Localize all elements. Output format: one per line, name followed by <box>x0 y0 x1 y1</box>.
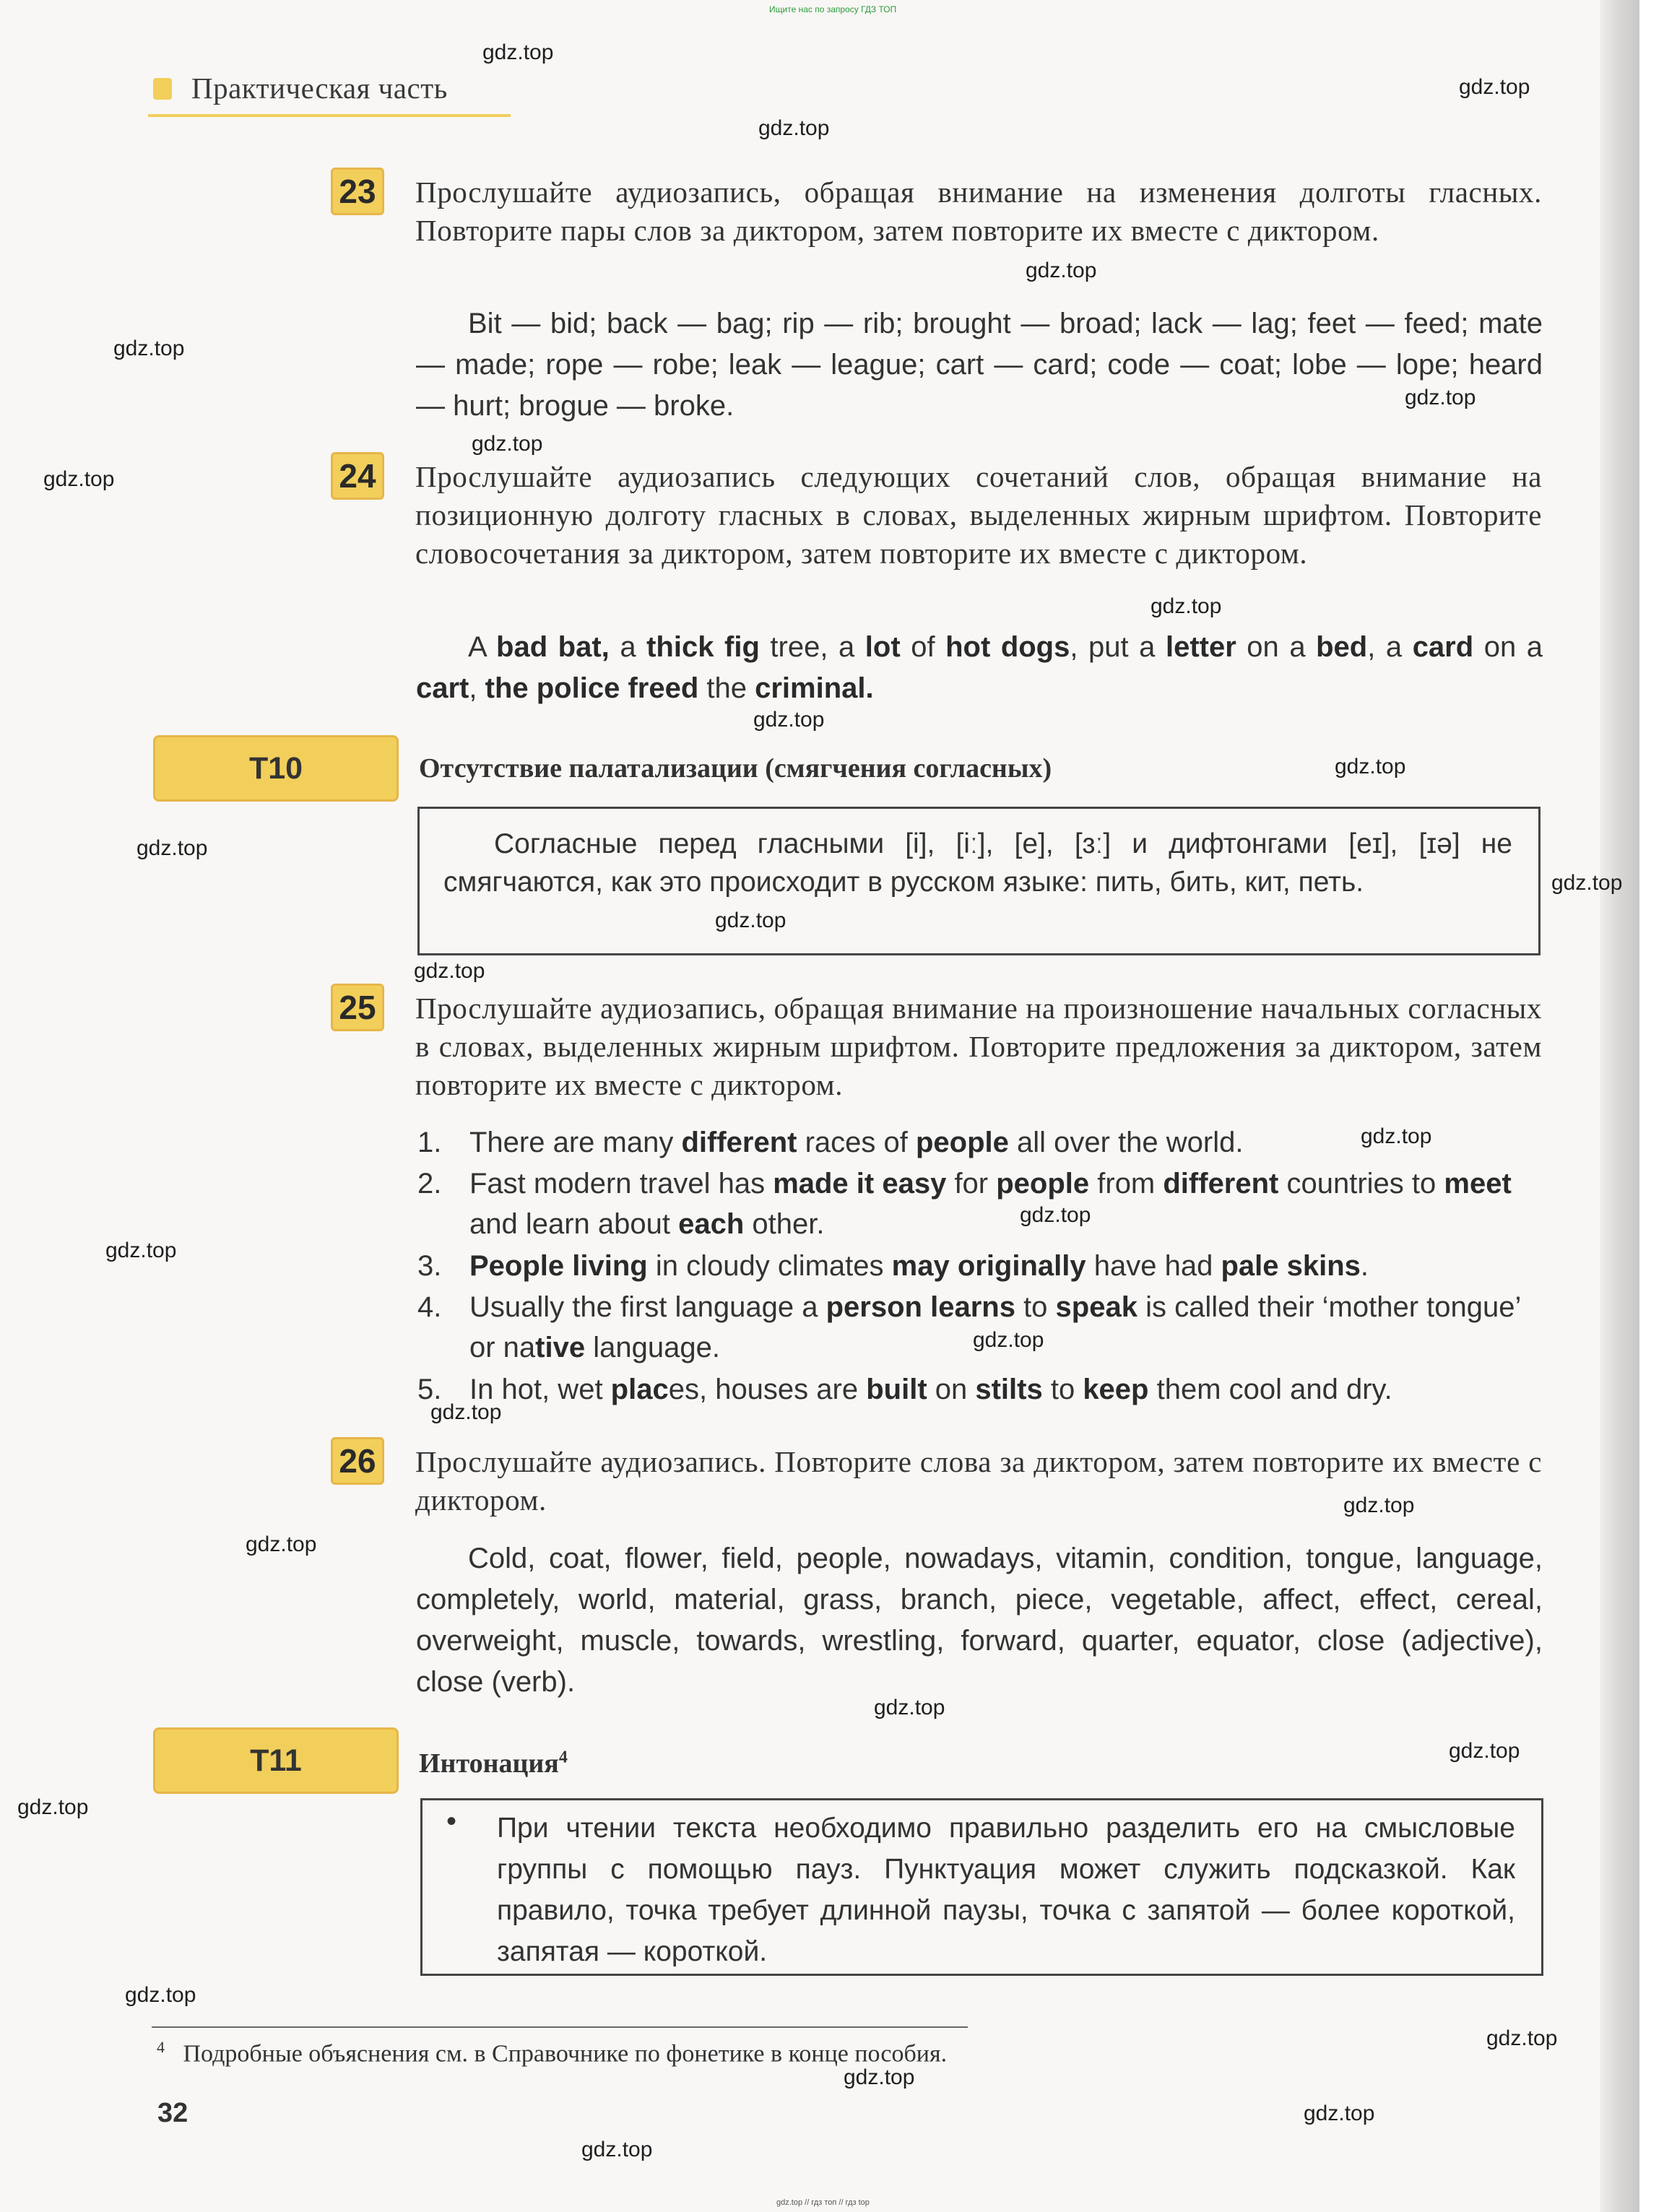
sentence-bold: plac <box>610 1374 669 1405</box>
watermark: gdz.top <box>753 708 825 732</box>
watermark: gdz.top <box>874 1696 945 1719</box>
sentence-bold: people <box>996 1168 1090 1200</box>
sentence-text: es, houses are <box>668 1374 867 1405</box>
list-item-number: 4. <box>417 1291 442 1323</box>
phrase-bold: bed <box>1316 631 1368 663</box>
watermark: gdz.top <box>136 836 208 860</box>
exercise-number-25: 25 <box>331 984 384 1031</box>
sentence-bold: built <box>866 1374 927 1405</box>
exercise-23-instruction: Прослушайте аудиозапись, обращая внимание на изменения долготы гласных. Повторите пары слов за диктором, затем повторите их вместе с диктором. <box>415 175 1542 247</box>
footnote-text: Подробные объяснения см. в Справочнике по фонетике в конце пособия. <box>183 2040 948 2068</box>
phrase-text: on a <box>1236 631 1317 663</box>
sentence-bold: may originally <box>891 1250 1086 1282</box>
page-number: 32 <box>157 2098 188 2128</box>
list-item-text <box>469 1369 1546 1410</box>
rule-box-t10-text: Согласные перед гласными [i], [iː], [e], [ɜː] и дифтонгами [eɪ], [ɪə] не смягчаются, как это происходит в русском языке: пить, бить, кит, петь. <box>443 828 1512 898</box>
watermark: gdz.top <box>1020 1203 1091 1227</box>
section-underline <box>148 114 511 117</box>
sentence-bold: each <box>678 1208 745 1240</box>
exercise-number-23: 23 <box>331 168 384 215</box>
phrase-bold: cart <box>416 672 469 704</box>
sentence-bold: meet <box>1444 1168 1512 1200</box>
sentence-text: is called their ‘mother tongue’ or na <box>469 1291 1520 1363</box>
phrase-text: of <box>900 631 946 663</box>
topic-heading-t10: Отсутствие палатализации (смягчения согласных) <box>419 753 1052 784</box>
exercise-26-words: Cold, coat, flower, field, people, nowadays, vitamin, condition, tongue, language, completely, world, material, grass, branch, piece, vegetable, affect, effect, cereal, overweight, muscle, towards, wrestling, forward, quarter, equator, close (adjective), close (verb). <box>416 1543 1543 1698</box>
watermark: gdz.top <box>1335 755 1406 778</box>
watermark: gdz.top <box>414 959 485 983</box>
page-margin <box>1639 0 1677 2212</box>
sentence-bold: people <box>915 1127 1009 1158</box>
exercise-number-24: 24 <box>331 452 384 500</box>
exercise-26-instruction: Прослушайте аудиозапись. Повторите слова за диктором, затем повторите их вместе с диктором. <box>415 1445 1542 1517</box>
sentence-bold: People living <box>469 1250 648 1282</box>
phrase-bold: bad bat, <box>496 631 610 663</box>
sentence-bold: different <box>1163 1168 1279 1200</box>
watermark: gdz.top <box>1026 259 1097 282</box>
sentence-text: from <box>1089 1168 1164 1200</box>
topic-heading-t11 <box>419 1748 568 1779</box>
phrase-bold: thick fig <box>646 631 760 663</box>
bottom-note: gdz.top // гдз топ // гдз top <box>776 2198 870 2207</box>
sentence-bold: different <box>681 1127 797 1158</box>
exercise-23-words: Bit — bid; back — bag; rip — rib; brought — broad; lack — lag; feet — feed; mate — made; rope — robe; leak — league; cart — card; code — coat; lobe — lope; heard — hurt; brogue — broke. <box>416 308 1543 422</box>
footnote-ref: 4 <box>558 1748 568 1767</box>
phrase-text: tree, a <box>759 631 865 663</box>
topic-heading-t11-text: Интонация <box>419 1748 559 1779</box>
sentence-text: have had <box>1086 1250 1221 1282</box>
exercise-number-26: 26 <box>331 1437 384 1485</box>
phrase-text: the <box>698 672 755 704</box>
section-marker-icon <box>153 78 172 100</box>
watermark: gdz.top <box>125 1983 196 2007</box>
phrase-bold: the police freed <box>485 672 699 704</box>
sentence-text: countries to <box>1278 1168 1444 1200</box>
phrase-bold: card <box>1412 631 1474 663</box>
watermark: gdz.top <box>715 908 786 932</box>
sentence-bold: made it easy <box>773 1168 947 1200</box>
phrase-bold: hot dogs <box>945 631 1070 663</box>
sentence-text: them cool and dry. <box>1148 1374 1392 1405</box>
watermark: gdz.top <box>246 1532 317 1556</box>
rule-box-t11-text: При чтении текста необходимо правильно разделить его на смысловые группы с помощью пауз. Пунктуация может служить подсказкой. Как правило, точка требует длинной паузы, точка с запятой — более короткой, запятая — короткой. <box>497 1813 1515 1967</box>
list-item-text <box>469 1246 1546 1286</box>
footnote-divider <box>152 2026 968 2028</box>
sentence-text: . <box>1360 1250 1369 1282</box>
exercise-25-instruction: Прослушайте аудиозапись, обращая внимание на произношение начальных согласных в словах, выделенных жирным шрифтом. Повторите предложения за диктором, затем повторите их вместе с диктором. <box>415 992 1542 1101</box>
watermark: gdz.top <box>113 337 185 360</box>
phrase-bold: letter <box>1165 631 1236 663</box>
sentence-text: all over the world. <box>1008 1127 1244 1158</box>
sentence-bold: tive <box>535 1332 586 1363</box>
phrase-bold: lot <box>864 631 901 663</box>
list-item-number: 3. <box>417 1250 442 1282</box>
sentence-text: language. <box>585 1332 720 1363</box>
phrase-text: a <box>609 631 647 663</box>
watermark: gdz.top <box>581 2138 653 2161</box>
watermark: gdz.top <box>472 432 543 456</box>
phrase-text: , a <box>1367 631 1413 663</box>
watermark: gdz.top <box>430 1400 502 1424</box>
sentence-bold: stilts <box>975 1374 1043 1405</box>
watermark: gdz.top <box>1449 1739 1520 1763</box>
watermark: gdz.top <box>844 2065 915 2089</box>
page-binding-shadow <box>1600 0 1639 2212</box>
list-item-text <box>469 1287 1546 1368</box>
sentence-text: to <box>1015 1291 1056 1323</box>
list-item-number: 1. <box>417 1127 442 1158</box>
section-title: Практическая часть <box>191 71 448 105</box>
footnote <box>157 2038 947 2068</box>
watermark: gdz.top <box>973 1328 1044 1352</box>
watermark: gdz.top <box>1551 871 1623 895</box>
sentence-bold: keep <box>1083 1374 1149 1405</box>
list-item-number: 2. <box>417 1168 442 1200</box>
watermark: gdz.top <box>1361 1124 1432 1148</box>
sentence-text: In hot, wet <box>469 1374 611 1405</box>
bullet-icon: • <box>446 1805 457 1837</box>
sentence-text: for <box>946 1168 997 1200</box>
sentence-text: on <box>927 1374 976 1405</box>
phrase-text: , <box>469 672 485 704</box>
sentence-bold: speak <box>1055 1291 1138 1323</box>
list-item-number: 5. <box>417 1374 442 1405</box>
topic-badge-t11: T11 <box>153 1727 399 1794</box>
sentence-bold: person learns <box>826 1291 1015 1323</box>
watermark: gdz.top <box>17 1795 89 1819</box>
phrase-text: on a <box>1473 631 1543 663</box>
sentence-text: Usually the first language a <box>469 1291 826 1323</box>
sentence-text: There are many <box>469 1127 682 1158</box>
sentence-text: races of <box>797 1127 916 1158</box>
exercise-24-instruction: Прослушайте аудиозапись следующих сочетаний слов, обращая внимание на позиционную долготу гласных в словах, выделенных жирным шрифтом. Повторите словосочетания за диктором, затем повторите их вместе с диктором. <box>415 460 1542 570</box>
top-note: Ищите нас по запросу ГДЗ ТОП <box>769 4 897 14</box>
watermark: gdz.top <box>1150 594 1222 618</box>
phrase-bold: criminal. <box>755 672 874 704</box>
watermark: gdz.top <box>758 116 830 140</box>
phrase-text: , put a <box>1070 631 1166 663</box>
watermark: gdz.top <box>1343 1493 1415 1517</box>
exercise-24-phrases <box>416 627 1543 709</box>
footnote-marker: 4 <box>157 2038 165 2056</box>
watermark: gdz.top <box>43 467 115 491</box>
watermark: gdz.top <box>1459 75 1530 99</box>
phrase-text: A <box>468 631 497 663</box>
list-item-text <box>469 1163 1546 1244</box>
sentence-text: in cloudy climates <box>647 1250 892 1282</box>
watermark: gdz.top <box>1405 386 1476 409</box>
sentence-text: Fast modern travel has <box>469 1168 774 1200</box>
watermark: gdz.top <box>1486 2026 1558 2050</box>
sentence-bold: pale skins <box>1221 1250 1361 1282</box>
watermark: gdz.top <box>1304 2102 1375 2125</box>
topic-badge-t10: T10 <box>153 735 399 802</box>
sentence-text: and learn about <box>469 1208 679 1240</box>
watermark: gdz.top <box>105 1239 177 1262</box>
sentence-text: other. <box>744 1208 825 1240</box>
sentence-text: to <box>1042 1374 1083 1405</box>
watermark: gdz.top <box>482 40 554 64</box>
